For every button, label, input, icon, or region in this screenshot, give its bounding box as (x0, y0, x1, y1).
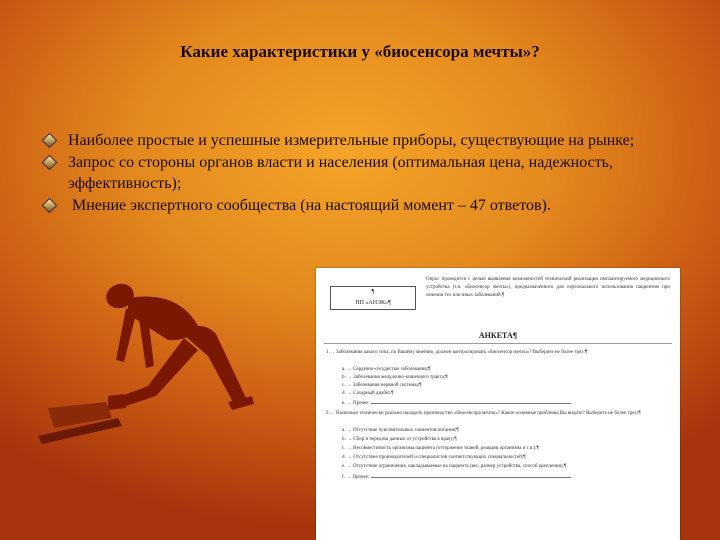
option-item: c. → Заболевания нервной системы;¶ (342, 383, 422, 388)
logo-mark: ¶ (371, 289, 375, 295)
divider (324, 343, 672, 344)
bullet-item (44, 130, 694, 151)
intro-text: Опрос проводится с целью выявления возможностей технической реализации имплантируемого медицинского устройства (т.н. «Биосенсор мечты»), предназначенного для персонального использования пациентом при лечении тех или иных заболеваний.¶ (426, 277, 670, 299)
option-item: d. → Сахарный диабет.¶ (342, 391, 394, 396)
bullet-item (44, 195, 694, 216)
option-item: a. → Отсутствие чувствительных элементов питания;¶ (342, 428, 459, 433)
answer-line (371, 398, 571, 404)
option-item (342, 472, 672, 482)
diamond-bullet-icon (42, 133, 58, 149)
answer-line (371, 472, 571, 478)
doc-heading: АНКЕТА¶ (478, 331, 518, 340)
logo-text: НП «АНЭК»¶ (355, 300, 391, 306)
option-label: f. → Прочее: (342, 475, 370, 480)
bullet-list (44, 130, 694, 217)
diamond-bullet-icon (42, 198, 58, 214)
option-item: e. → Отсутствие ограничения, накладываемые на пациента (вес, размер устройства, способ крепления);¶ (342, 464, 567, 469)
option-item: c. → Несовместимость организма пациента (отторжение тканей, реакции организма и т.п.);¶ (342, 446, 539, 451)
diamond-bullet-icon (42, 155, 58, 171)
sprinter-image (28, 268, 278, 468)
option-item: b. → Сбор и передача данных от устройства к врачу;¶ (342, 437, 457, 442)
option-item: b. → Заболевания желудочно-кишечного тракта;¶ (342, 375, 448, 380)
questionnaire-document (316, 268, 680, 540)
bullet-text: Запрос со стороны органов власти и населения (оптимальная цена, надежность, эффективность); (68, 154, 613, 192)
bullet-text: Мнение экспертного сообщества (на настоящий момент – 47 ответов). (68, 197, 551, 214)
question-1: 1.→ Заболевания какого типа, по Вашему мнению, должен контролировать «биосенсор мечты»? Выберите не более трех:¶ (326, 350, 588, 355)
slide-title: Какие характеристики у «биосенсора мечты»? (180, 42, 540, 61)
option-item: a. → Сердечно-сосудистые заболевания;¶ (342, 367, 431, 372)
bullet-item (44, 152, 694, 194)
bullet-text: Наиболее простые и успешные измерительные приборы, существующие на рынке; (68, 132, 635, 149)
option-item: d. → Отсутствие производителей и специалистов соответствующих специальностей;¶ (342, 455, 526, 460)
logo-box (330, 286, 416, 310)
option-item (342, 398, 672, 408)
option-label: e. → Прочее: (342, 401, 370, 406)
question-2: 2.→ Насколько технически реально наладить производство «биосенсора мечты»? Какие основные проблемы Вы видите? Выберите не более трех:¶ (326, 411, 641, 416)
